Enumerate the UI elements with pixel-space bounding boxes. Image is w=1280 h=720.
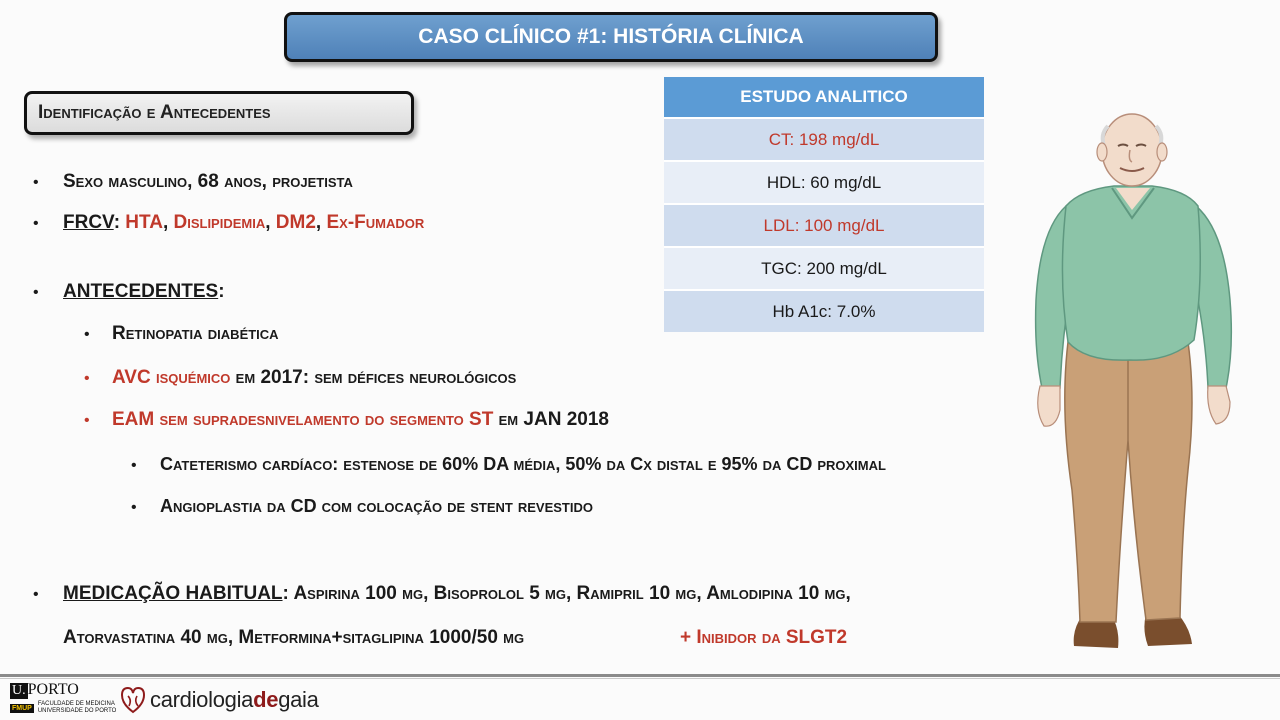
frcv-item: DM2 bbox=[275, 212, 316, 233]
avc-label: AVC isquémico bbox=[112, 367, 231, 388]
arm-right-icon bbox=[1196, 206, 1231, 388]
fac-line: UNIVERSIDADE DO PORTO bbox=[37, 708, 117, 714]
sweater-icon bbox=[1062, 186, 1200, 360]
antecedentes-heading bbox=[63, 281, 225, 303]
antecedente-item: Retinopatia diabética bbox=[112, 323, 279, 344]
ear-left-icon bbox=[1097, 143, 1107, 161]
frcv-item: HTA bbox=[125, 212, 163, 233]
medicacao-extra: + Inibidor da SLGT2 bbox=[680, 627, 848, 648]
medicacao-text: : Aspirina 100 mg, Bisoprolol 5 mg, Ramipril 10 mg, Amlodipina 10 mg, bbox=[282, 583, 851, 604]
colon: : bbox=[113, 212, 121, 233]
fmup-badge: FMUP bbox=[12, 704, 32, 712]
bullet-icon: • bbox=[33, 586, 39, 603]
sub-item: Cateterismo cardíaco: estenose de 60% DA média, 50% da Cx distal e 95% da CD proximal bbox=[160, 454, 886, 474]
sep: , bbox=[265, 212, 276, 233]
lab-table bbox=[664, 77, 984, 332]
hand-right-icon bbox=[1208, 386, 1230, 424]
avc-detail: em 2017: sem défices neurológicos bbox=[230, 367, 517, 388]
frcv-item: Dislipidemia bbox=[173, 212, 266, 233]
sub-item: Angioplastia da CD com colocação de stent revestido bbox=[160, 496, 593, 516]
bullet-icon: • bbox=[84, 370, 90, 387]
lab-row: HDL: 60 mg/dL bbox=[664, 161, 984, 204]
lab-row: TGC: 200 mg/dL bbox=[664, 247, 984, 290]
slide-title: CASO CLÍNICO #1: HISTÓRIA CLÍNICA bbox=[284, 12, 938, 62]
bullet-icon: • bbox=[33, 174, 39, 191]
brand-part: de bbox=[253, 687, 279, 712]
sep: , bbox=[315, 212, 327, 233]
bullet-icon: • bbox=[131, 457, 137, 474]
cardiologia-gaia-logo bbox=[120, 686, 319, 714]
heart-logo-icon bbox=[120, 686, 146, 714]
lab-row: Hb A1c: 7.0% bbox=[664, 290, 984, 332]
frcv-line bbox=[63, 212, 424, 234]
uporto-logo bbox=[10, 682, 116, 715]
medicacao-line2: Atorvastatina 40 mg, Metformina+sitaglipina 1000/50 mg bbox=[63, 627, 525, 648]
uporto-mark: U. bbox=[12, 683, 26, 698]
footer-divider-thin bbox=[0, 678, 1280, 679]
brand-part: cardiologia bbox=[150, 687, 254, 712]
lab-row: LDL: 100 mg/dL bbox=[664, 204, 984, 247]
uporto-word: PORTO bbox=[27, 681, 79, 698]
elderly-man-illustration bbox=[1020, 110, 1250, 658]
bullet-icon: • bbox=[33, 284, 39, 301]
antecedentes-label: ANTECEDENTES bbox=[63, 281, 219, 302]
antecedente-item bbox=[112, 367, 516, 389]
bullet-icon: • bbox=[33, 215, 39, 232]
bullet-icon: • bbox=[84, 412, 90, 429]
bullet-icon: • bbox=[84, 326, 90, 343]
antecedente-item bbox=[112, 409, 609, 431]
sep: , bbox=[162, 212, 174, 233]
brand-part: gaia bbox=[278, 687, 319, 712]
lab-header: ESTUDO ANALITICO bbox=[664, 77, 984, 118]
colon: : bbox=[218, 281, 225, 302]
hand-left-icon bbox=[1038, 386, 1060, 426]
medicacao-label: MEDICAÇÃO HABITUAL bbox=[63, 583, 283, 604]
eam-detail: em JAN 2018 bbox=[493, 409, 609, 430]
frcv-item: Ex-Fumador bbox=[326, 212, 425, 233]
eam-label: EAM sem supradesnivelamento do segmento ST bbox=[112, 409, 494, 430]
fac-line: FACULDADE DE MEDICINA bbox=[37, 701, 115, 707]
head-icon bbox=[1102, 114, 1162, 186]
ear-right-icon bbox=[1157, 143, 1167, 161]
patient-line: Sexo masculino, 68 anos, projetista bbox=[63, 171, 353, 192]
section-title: Identificação e Antecedentes bbox=[24, 91, 414, 135]
frcv-label: FRCV bbox=[63, 212, 114, 233]
lab-row: CT: 198 mg/dL bbox=[664, 118, 984, 161]
bullet-icon: • bbox=[131, 499, 137, 516]
medicacao-line1 bbox=[63, 583, 851, 605]
footer-divider bbox=[0, 674, 1280, 677]
